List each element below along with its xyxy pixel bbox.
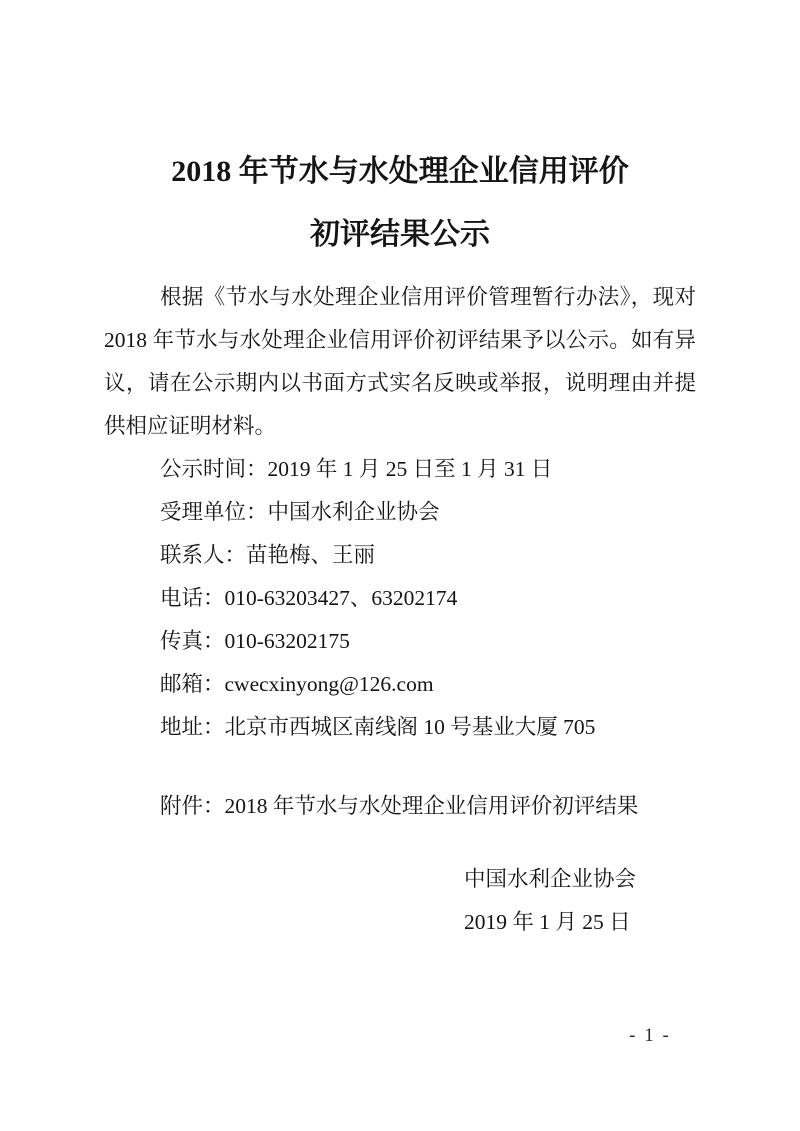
document-title-line-1: 2018 年节水与水处理企业信用评价: [171, 155, 629, 188]
fax-line: 传真：010-63202175: [160, 629, 350, 653]
page-number: - 1 -: [629, 1025, 671, 1046]
signature-date: 2019 年 1 月 25 日: [464, 910, 631, 934]
attachment-line: 附件：2018 年节水与水处理企业信用评价初评结果: [160, 794, 639, 818]
document-title-line-2: 初评结果公示: [310, 218, 490, 251]
signature-block: [464, 858, 696, 944]
phone-line: 电话：010-63203427、63202174: [160, 586, 458, 610]
signature-organization: 中国水利企业协会: [464, 867, 637, 891]
address-line: 地址：北京市西城区南线阁 10 号基业大厦 705: [160, 715, 596, 739]
announcement-paragraph: 根据《节水与水处理企业信用评价管理暂行办法》，现对 2018 年节水与水处理企业信用评价初评结果予以公示。如有异议，请在公示期内以书面方式实名反映或举报，说明理由并提供相应证明材料。: [104, 285, 696, 438]
email-line: 邮箱：cwecxinyong@126.com: [160, 672, 434, 696]
contact-person-line: 联系人：苗艳梅、王丽: [160, 543, 376, 567]
accepting-unit-line: 受理单位：中国水利企业协会: [160, 500, 440, 524]
document-content: [104, 140, 696, 944]
publicity-period-line: 公示时间：2019 年 1 月 25 日至 1 月 31 日: [160, 457, 553, 481]
